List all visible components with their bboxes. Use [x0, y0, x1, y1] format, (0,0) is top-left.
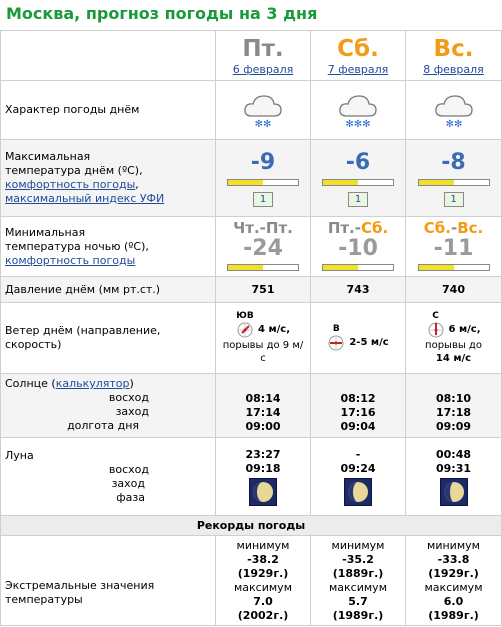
sun-row	[0, 373, 502, 437]
pressure-value: 743	[311, 277, 406, 302]
svg-text:✻✻: ✻✻	[445, 119, 462, 130]
min-temp-value: -11	[433, 236, 474, 261]
wind-cell: С 6 м/с, порывы до 14 м/с	[406, 303, 502, 373]
uv-index-link[interactable]: максимальный индекс УФИ	[5, 192, 165, 205]
cloud-snow-icon	[337, 90, 379, 130]
sun-cell: 08:14 17:14 09:00	[216, 374, 311, 437]
wind-label: Ветер днём (направление, скорость)	[0, 303, 216, 373]
pressure-label: Давление днём (мм рт.ст.)	[0, 277, 216, 302]
moon-cell: 23:27 09:18	[216, 438, 311, 515]
moon-cell: 00:48 09:31	[406, 438, 502, 515]
max-temp-cell	[406, 140, 502, 216]
max-temp-value: -8	[441, 149, 466, 175]
pressure-value: 740	[406, 277, 502, 302]
records-row	[0, 535, 502, 626]
wind-direction: ЮВ	[236, 311, 254, 321]
uv-index-badge: 1	[253, 192, 273, 207]
date-link[interactable]: 7 февраля	[327, 62, 389, 76]
night-days: Сб.-Вс.	[423, 219, 484, 237]
moon-cell: - 09:24	[311, 438, 406, 515]
page-title: Москва, прогноз погоды на 3 дня	[6, 4, 318, 23]
min-temp-row	[0, 216, 502, 276]
sun-calculator-link[interactable]: калькулятор	[55, 377, 130, 390]
comfort-bar	[322, 264, 394, 271]
uv-index-badge: 1	[348, 192, 368, 207]
day-column-header	[216, 31, 311, 80]
min-temp-cell	[406, 217, 502, 276]
wind-direction: С	[432, 311, 439, 321]
date-link[interactable]: 6 февраля	[232, 62, 294, 76]
min-temp-label: Минимальная температура ночью (ºС), комфортность погоды	[0, 217, 216, 276]
comfort-bar	[418, 179, 490, 186]
cloud-snow-icon	[242, 90, 284, 130]
weather-label: Характер погоды днём	[0, 81, 216, 139]
wind-row	[0, 302, 502, 373]
night-days: Чт.-Пт.	[233, 219, 293, 237]
pressure-row	[0, 276, 502, 302]
cloud-snow-icon	[433, 90, 475, 130]
min-temp-value: -24	[243, 236, 283, 261]
comfort-bar	[227, 179, 299, 186]
wind-cell: ЮВ 4 м/с, порывы до 9 м/ с	[216, 303, 311, 373]
max-temp-cell	[216, 140, 311, 216]
sun-cell: 08:10 17:18 09:09	[406, 374, 502, 437]
moon-row	[0, 437, 502, 515]
day-column-header	[311, 31, 406, 80]
weather-cell	[216, 81, 311, 139]
comfort-link[interactable]: комфортность погоды	[5, 253, 136, 267]
date-link[interactable]: 8 февраля	[423, 62, 484, 76]
comfort-bar	[227, 264, 299, 271]
forecast-table	[0, 30, 502, 626]
records-cell: минимум -38.2 (1929г.) максимум 7.0 (2002г.)	[216, 536, 311, 625]
wind-direction: В	[332, 324, 340, 334]
svg-text:✻✻: ✻✻	[254, 119, 272, 130]
night-days: Пт.-Сб.	[327, 219, 389, 237]
max-temp-value: -9	[250, 149, 276, 175]
wind-cell: В 2-5 м/с	[311, 303, 406, 373]
sun-cell: 08:12 17:16 09:04	[311, 374, 406, 437]
moon-label: Луна восход заход фаза	[0, 438, 216, 515]
records-label: Экстремальные значения температуры	[0, 536, 216, 625]
comfort-link[interactable]: комфортность погоды	[5, 178, 136, 191]
comfort-bar	[418, 264, 490, 271]
pressure-value: 751	[216, 277, 311, 302]
header-blank	[0, 31, 216, 80]
wind-direction-icon	[427, 321, 445, 339]
min-temp-cell	[216, 217, 311, 276]
moon-phase-icon	[344, 478, 372, 506]
min-temp-value: -10	[338, 236, 378, 261]
day-of-week: Пт.	[242, 35, 284, 62]
moon-phase-icon	[440, 478, 468, 506]
weather-cell	[311, 81, 406, 139]
moon-phase-icon	[249, 478, 277, 506]
sun-label: Солнце (калькулятор) восход заход долгота дня	[0, 374, 216, 437]
max-temp-label: Максимальная температура днём (ºС), комфортность погоды, максимальный индекс УФИ	[0, 140, 216, 216]
records-header: Рекорды погоды	[0, 515, 502, 535]
day-of-week: Сб.	[337, 35, 379, 62]
wind-direction-icon	[327, 334, 345, 352]
weather-row	[0, 80, 502, 139]
max-temp-value: -6	[345, 149, 371, 175]
day-column-header	[406, 31, 502, 80]
comfort-bar	[322, 179, 394, 186]
svg-text:✻✻✻: ✻✻✻	[345, 119, 371, 130]
wind-direction-icon	[236, 321, 254, 339]
day-of-week: Вс.	[433, 35, 474, 62]
min-temp-cell	[311, 217, 406, 276]
uv-index-badge: 1	[444, 192, 464, 207]
records-cell: минимум -35.2 (1889г.) максимум 5.7 (1989г.)	[311, 536, 406, 625]
records-cell: минимум -33.8 (1929г.) максимум 6.0 (1989г.)	[406, 536, 502, 625]
day-header-row	[0, 30, 502, 80]
max-temp-cell	[311, 140, 406, 216]
weather-cell	[406, 81, 502, 139]
max-temp-row	[0, 139, 502, 216]
